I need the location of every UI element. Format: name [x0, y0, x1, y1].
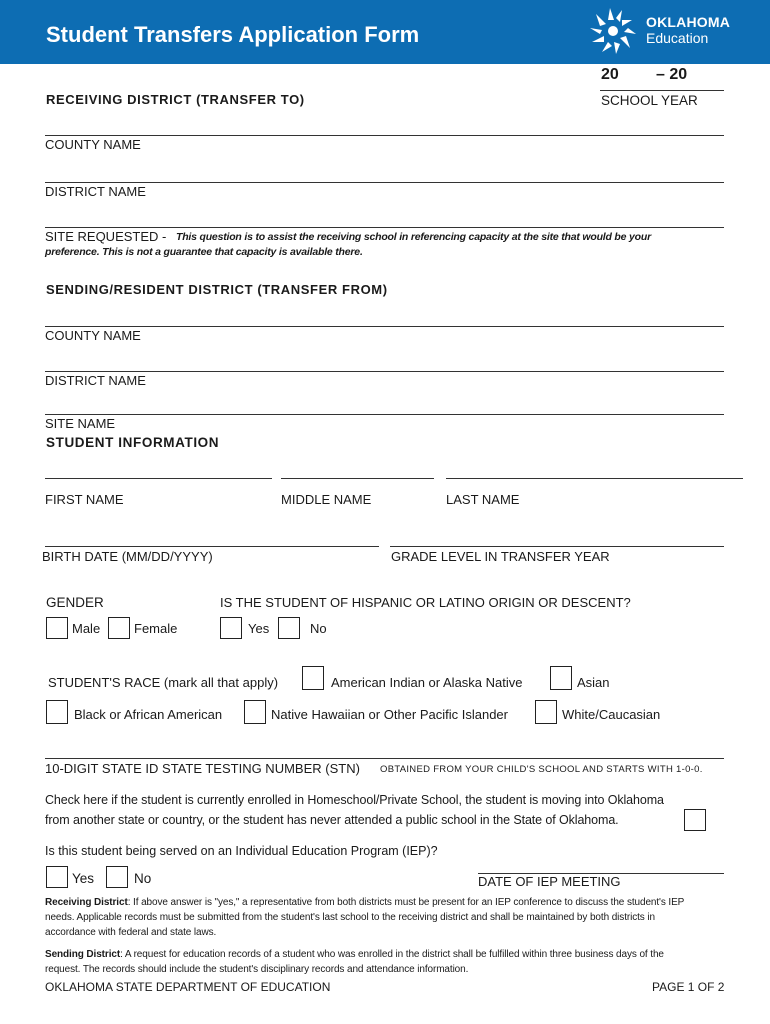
race-white-checkbox[interactable] [535, 700, 557, 724]
homeschool-text-1: Check here if the student is currently enrolled in Homeschool/Private School, the student is moving into Oklahoma [45, 793, 664, 807]
iep-no-checkbox[interactable] [106, 866, 128, 888]
race-asian-checkbox[interactable] [550, 666, 572, 690]
grade-level-input[interactable] [390, 546, 724, 547]
last-name-input[interactable] [446, 478, 743, 479]
sending-heading: SENDING/RESIDENT DISTRICT (TRANSFER FROM) [46, 282, 388, 297]
iep-question: Is this student being served on an Individual Education Program (IEP)? [45, 844, 438, 858]
oklahoma-star-logo-icon [588, 6, 640, 58]
sending-site-label: SITE NAME [45, 416, 116, 431]
race-label: STUDENT'S RACE (mark all that apply) [48, 675, 279, 690]
middle-name-input[interactable] [281, 478, 434, 479]
male-checkbox[interactable] [46, 617, 68, 639]
receiving-district-note [45, 895, 735, 940]
female-checkbox[interactable] [108, 617, 130, 639]
sending-note-text-1: : A request for education records of a student who was enrolled in the district shall be fulfilled within three business days of the [120, 949, 664, 960]
iep-yes-checkbox[interactable] [46, 866, 68, 888]
hispanic-no-label: No [310, 621, 327, 636]
receiving-county-label: COUNTY NAME [45, 137, 141, 152]
logo-oklahoma: OKLAHOMA [646, 14, 731, 30]
race-white-label: White/Caucasian [562, 707, 661, 722]
birth-date-input[interactable] [45, 546, 379, 547]
middle-name-label: MIDDLE NAME [281, 492, 372, 507]
sending-district-note [45, 947, 735, 977]
footer-department: OKLAHOMA STATE DEPARTMENT OF EDUCATION [45, 980, 331, 994]
footer-page-number: PAGE 1 OF 2 [652, 980, 725, 994]
site-requested-note-2: preference. This is not a guarantee that capacity is available there. [45, 246, 363, 258]
school-year-from: 20 [601, 66, 619, 83]
hispanic-yes-checkbox[interactable] [220, 617, 242, 639]
stn-input[interactable] [45, 758, 724, 759]
receiving-district-input[interactable] [45, 182, 724, 183]
sending-county-input[interactable] [45, 326, 724, 327]
stn-label: 10-DIGIT STATE ID STATE TESTING NUMBER (STN) [45, 761, 360, 776]
race-american-indian-checkbox[interactable] [302, 666, 324, 690]
birth-date-label: BIRTH DATE (MM/DD/YYYY) [42, 549, 213, 564]
race-black-label: Black or African American [74, 707, 223, 722]
race-black-checkbox[interactable] [46, 700, 68, 724]
homeschool-text-2: from another state or country, or the student has never attended a public school in the State of Oklahoma. [45, 813, 619, 827]
form-title: Student Transfers Application Form [46, 22, 420, 47]
receiving-note-text-1: : If above answer is "yes," a representative from both districts must be present for an IEP conference to discuss the student's IEP [127, 897, 685, 908]
race-hawaiian-checkbox[interactable] [244, 700, 266, 724]
sending-district-input[interactable] [45, 371, 724, 372]
gender-label: GENDER [46, 595, 104, 610]
male-label: Male [72, 621, 101, 636]
homeschool-checkbox[interactable] [684, 809, 706, 831]
race-asian-label: Asian [577, 675, 610, 690]
sending-district-label: DISTRICT NAME [45, 373, 146, 388]
first-name-input[interactable] [45, 478, 272, 479]
race-american-indian-label: American Indian or Alaska Native [331, 675, 523, 690]
sending-note-bold: Sending District [45, 949, 121, 960]
receiving-heading: RECEIVING DISTRICT (TRANSFER TO) [46, 92, 305, 107]
grade-level-label: GRADE LEVEL IN TRANSFER YEAR [391, 549, 610, 564]
last-name-label: LAST NAME [446, 492, 520, 507]
hispanic-no-checkbox[interactable] [278, 617, 300, 639]
logo-education: Education [646, 30, 709, 46]
site-requested-note-1: This question is to assist the receiving school in referencing capacity at the site that would be your [176, 231, 651, 243]
receiving-district-label: DISTRICT NAME [45, 184, 146, 199]
stn-note: OBTAINED FROM YOUR CHILD'S SCHOOL AND STARTS WITH 1-0-0. [380, 764, 703, 775]
school-year-label: SCHOOL YEAR [601, 93, 698, 108]
sending-county-label: COUNTY NAME [45, 328, 141, 343]
iep-no-label: No [134, 871, 152, 886]
female-label: Female [134, 621, 178, 636]
first-name-label: FIRST NAME [45, 492, 124, 507]
sending-site-input[interactable] [45, 414, 724, 415]
hispanic-yes-label: Yes [248, 621, 270, 636]
iep-yes-label: Yes [72, 871, 95, 886]
site-requested-input[interactable] [45, 227, 724, 228]
iep-date-label: DATE OF IEP MEETING [478, 874, 621, 889]
receiving-county-input[interactable] [45, 135, 724, 136]
race-hawaiian-label: Native Hawaiian or Other Pacific Islander [271, 707, 508, 722]
site-requested-label: SITE REQUESTED - [45, 229, 167, 244]
hispanic-label: IS THE STUDENT OF HISPANIC OR LATINO ORIGIN OR DESCENT? [220, 595, 631, 610]
school-year-line[interactable] [600, 90, 724, 91]
sending-note-text-2: request. The records should include the student's disciplinary records and attendance information. [45, 964, 469, 975]
receiving-note-text-2: needs. Applicable records must be submitted from the student's last school to the receiving district and shall be maintained by both districts in [45, 912, 655, 923]
receiving-note-text-3: accordance with federal and state laws. [45, 927, 217, 938]
student-info-heading: STUDENT INFORMATION [46, 435, 220, 450]
receiving-note-bold: Receiving District [45, 897, 128, 908]
school-year-to: – 20 [656, 66, 688, 83]
